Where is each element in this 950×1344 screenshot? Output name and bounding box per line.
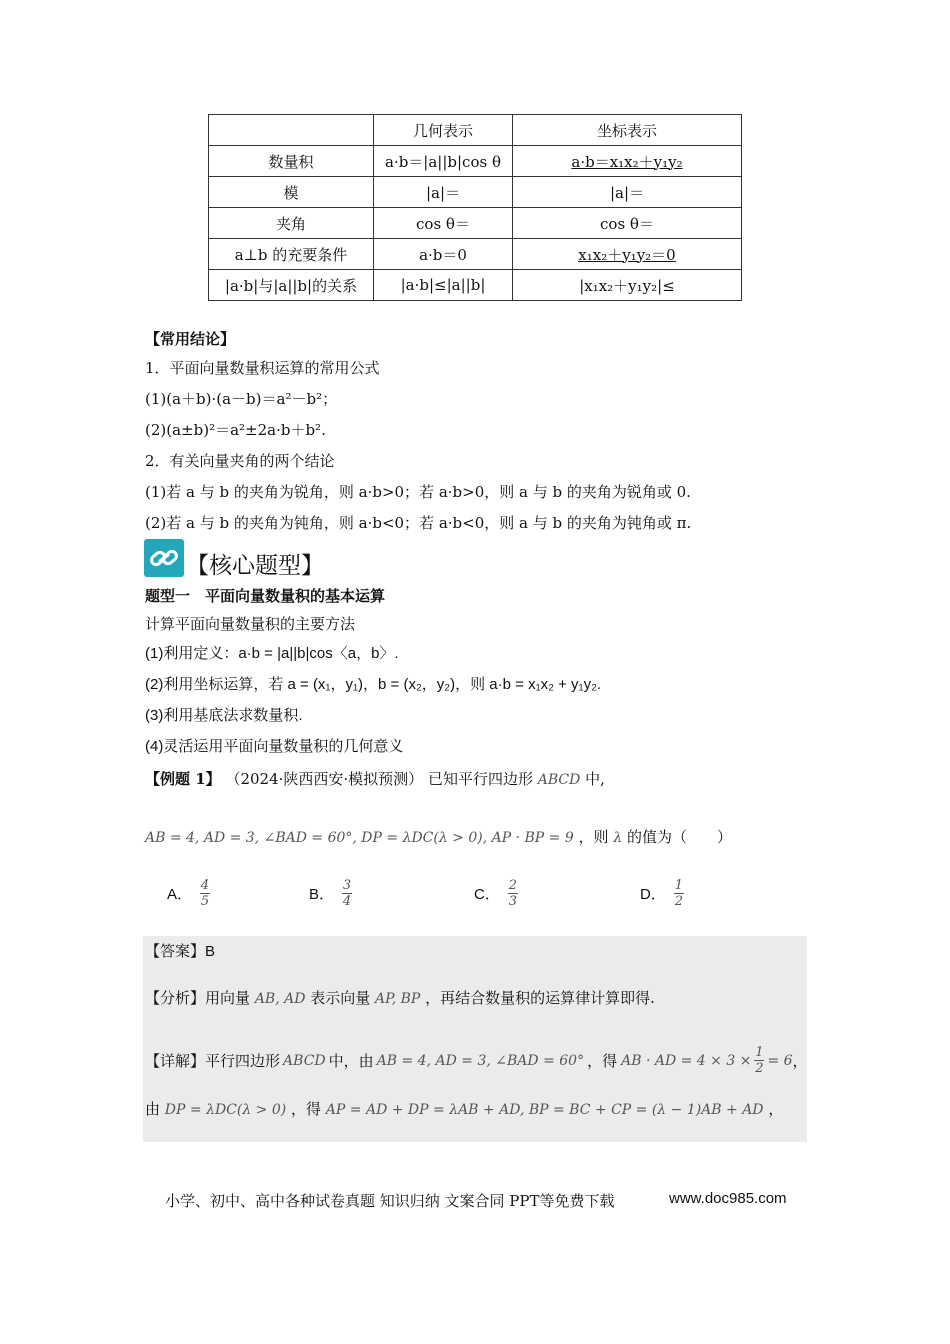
conclusion-item-1: 1．平面向量数量积运算的常用公式 [145, 359, 380, 377]
fraction-numerator: 4 [200, 878, 210, 893]
coord-cell: |a|＝ [513, 177, 742, 208]
table-header-cell [209, 115, 374, 146]
fraction-denominator: 4 [342, 894, 352, 909]
table-header-row [209, 115, 742, 146]
angle-conclusion-2: (2)若 a 与 b 的夹角为钝角，则 a·b<0；若 a·b<0，则 a 与 b 的夹角为钝角或 π. [145, 514, 692, 532]
footer-link[interactable]: www.doc985.com [669, 1190, 787, 1207]
table-row [209, 208, 742, 239]
table-row [209, 270, 742, 301]
answer-line [145, 940, 215, 963]
detail-line-1 [145, 1045, 808, 1076]
option-label: C． [474, 886, 500, 903]
detail-text: ， [792, 1051, 808, 1070]
example-abcd: ABCD [537, 772, 581, 788]
analysis-text: ，再结合数量积的运算律计算即得. [425, 989, 655, 1007]
fraction-numerator: 1 [755, 1045, 764, 1060]
example-source: （2024·陕西西安·模拟预测） [225, 770, 424, 788]
detail-text: ，得 [587, 1051, 618, 1070]
vector-product-table [208, 114, 742, 301]
detail-abcd: ABCD [283, 1052, 326, 1069]
detail-equation-result: = 6 [767, 1052, 793, 1069]
option-fraction [508, 878, 518, 909]
table-header-cell: 几何表示 [374, 115, 513, 146]
coord-cell: x₁x₂＋y₁y₂＝0 [513, 239, 742, 270]
row-label: |a·b|与|a||b|的关系 [209, 270, 374, 301]
fraction-denominator: 2 [674, 894, 683, 909]
detail-label: 【详解】 [145, 1051, 206, 1070]
example-condition-line [145, 826, 732, 849]
core-section-title: 【核心题型】 [186, 553, 324, 579]
table-row [209, 146, 742, 177]
analysis-vectors: AB, AD [254, 991, 306, 1007]
detail-text: ， [768, 1100, 784, 1118]
answer-label: 【答案】 [145, 942, 206, 960]
example-text: 中, [585, 770, 605, 788]
example-text: 的值为（ ） [627, 828, 733, 846]
option-fraction [200, 878, 210, 909]
method-2: (2)利用坐标运算，若 a = (x₁，y₁)，b = (x₂，y₂)，则 a·b = x₁x₂ + y₁y₂. [145, 676, 602, 693]
question-type-heading: 题型一 平面向量数量积的基本运算 [145, 587, 386, 605]
analysis-label: 【分析】 [145, 989, 206, 1007]
row-label: 模 [209, 177, 374, 208]
method-4: (4)灵活运用平面向量数量积的几何意义 [145, 738, 404, 755]
fraction-numerator: 1 [674, 878, 683, 893]
row-label: 夹角 [209, 208, 374, 239]
detail-condition: AB = 4, AD = 3, ∠BAD = 60° [376, 1052, 585, 1069]
conclusions-heading: 【常用结论】 [145, 330, 236, 348]
coord-cell: |x₁x₂＋y₁y₂|≤ [513, 270, 742, 301]
table-header-cell: 坐标表示 [513, 115, 742, 146]
detail-text: 平行四边形 [205, 1051, 281, 1070]
option-label: A． [167, 886, 193, 903]
detail-line-2 [145, 1098, 783, 1121]
fraction-denominator: 2 [755, 1061, 764, 1076]
fraction-numerator: 3 [342, 878, 352, 893]
table-row [209, 239, 742, 270]
answer-value: B [205, 943, 216, 960]
fraction-numerator: 2 [508, 878, 517, 893]
option-label: D． [640, 886, 666, 903]
detail-fraction [754, 1045, 764, 1076]
geo-cell: |a·b|≤|a||b| [374, 270, 513, 301]
footer-text: 小学、初中、高中各种试卷真题 知识归纳 文案合同 PPT等免费下载 [165, 1192, 615, 1210]
detail-text: 中，由 [328, 1051, 374, 1070]
option-c[interactable] [474, 878, 518, 909]
example-label: 【例题 1】 [145, 770, 221, 788]
detail-text: 由 [145, 1100, 161, 1118]
geo-cell: cos θ＝ [374, 208, 513, 239]
geo-cell: |a|＝ [374, 177, 513, 208]
option-fraction [342, 878, 352, 909]
methods-heading: 计算平面向量数量积的主要方法 [145, 616, 356, 633]
row-label: a⊥b 的充要条件 [209, 239, 374, 270]
option-label: B． [309, 886, 335, 903]
link-icon [144, 539, 184, 577]
fraction-denominator: 3 [508, 894, 517, 909]
option-fraction [674, 878, 684, 909]
detail-equation: AB · AD = 4 × 3 × [621, 1052, 752, 1069]
method-1: (1)利用定义：a·b = |a||b|cos〈a，b〉. [145, 645, 399, 662]
analysis-text: 表示向量 [310, 989, 371, 1007]
angle-conclusion-1: (1)若 a 与 b 的夹角为锐角，则 a·b>0；若 a·b>0，则 a 与 b 的夹角为锐角或 0. [145, 483, 691, 501]
detail-condition: DP = λDC(λ > 0) [164, 1102, 287, 1118]
example-condition: AB = 4, AD = 3, ∠BAD = 60°, DP = λDC(λ > 0), AP · BP = 9 [145, 830, 574, 846]
example-text: 已知平行四边形 [427, 770, 533, 788]
row-label: 数量积 [209, 146, 374, 177]
analysis-vectors: AP, BP [375, 991, 421, 1007]
option-d[interactable] [640, 878, 684, 909]
geo-cell: a·b＝0 [374, 239, 513, 270]
coord-cell: cos θ＝ [513, 208, 742, 239]
analysis-text: 用向量 [205, 989, 251, 1007]
example-stem [145, 768, 605, 791]
geo-cell: a·b＝|a||b|cos θ [374, 146, 513, 177]
option-a[interactable] [167, 878, 210, 909]
analysis-line [145, 987, 655, 1010]
conclusion-item-2: 2．有关向量夹角的两个结论 [145, 452, 335, 470]
option-b[interactable] [309, 878, 352, 909]
formula-1: (1)(a＋b)·(a－b)＝a²－b²； [145, 390, 338, 408]
formula-2: (2)(a±b)²＝a²±2a·b＋b². [145, 421, 326, 439]
fraction-denominator: 5 [200, 894, 210, 909]
example-text: ，则 [578, 828, 609, 846]
coord-cell: a·b＝x₁x₂＋y₁y₂ [513, 146, 742, 177]
example-lambda: λ [613, 830, 623, 846]
detail-text: ，得 [291, 1100, 322, 1118]
method-3: (3)利用基底法求数量积. [145, 707, 303, 724]
table-row [209, 177, 742, 208]
detail-equation: AP = AD + DP = λAB + AD, BP = BC + CP = (λ − 1)AB + AD [325, 1102, 764, 1118]
